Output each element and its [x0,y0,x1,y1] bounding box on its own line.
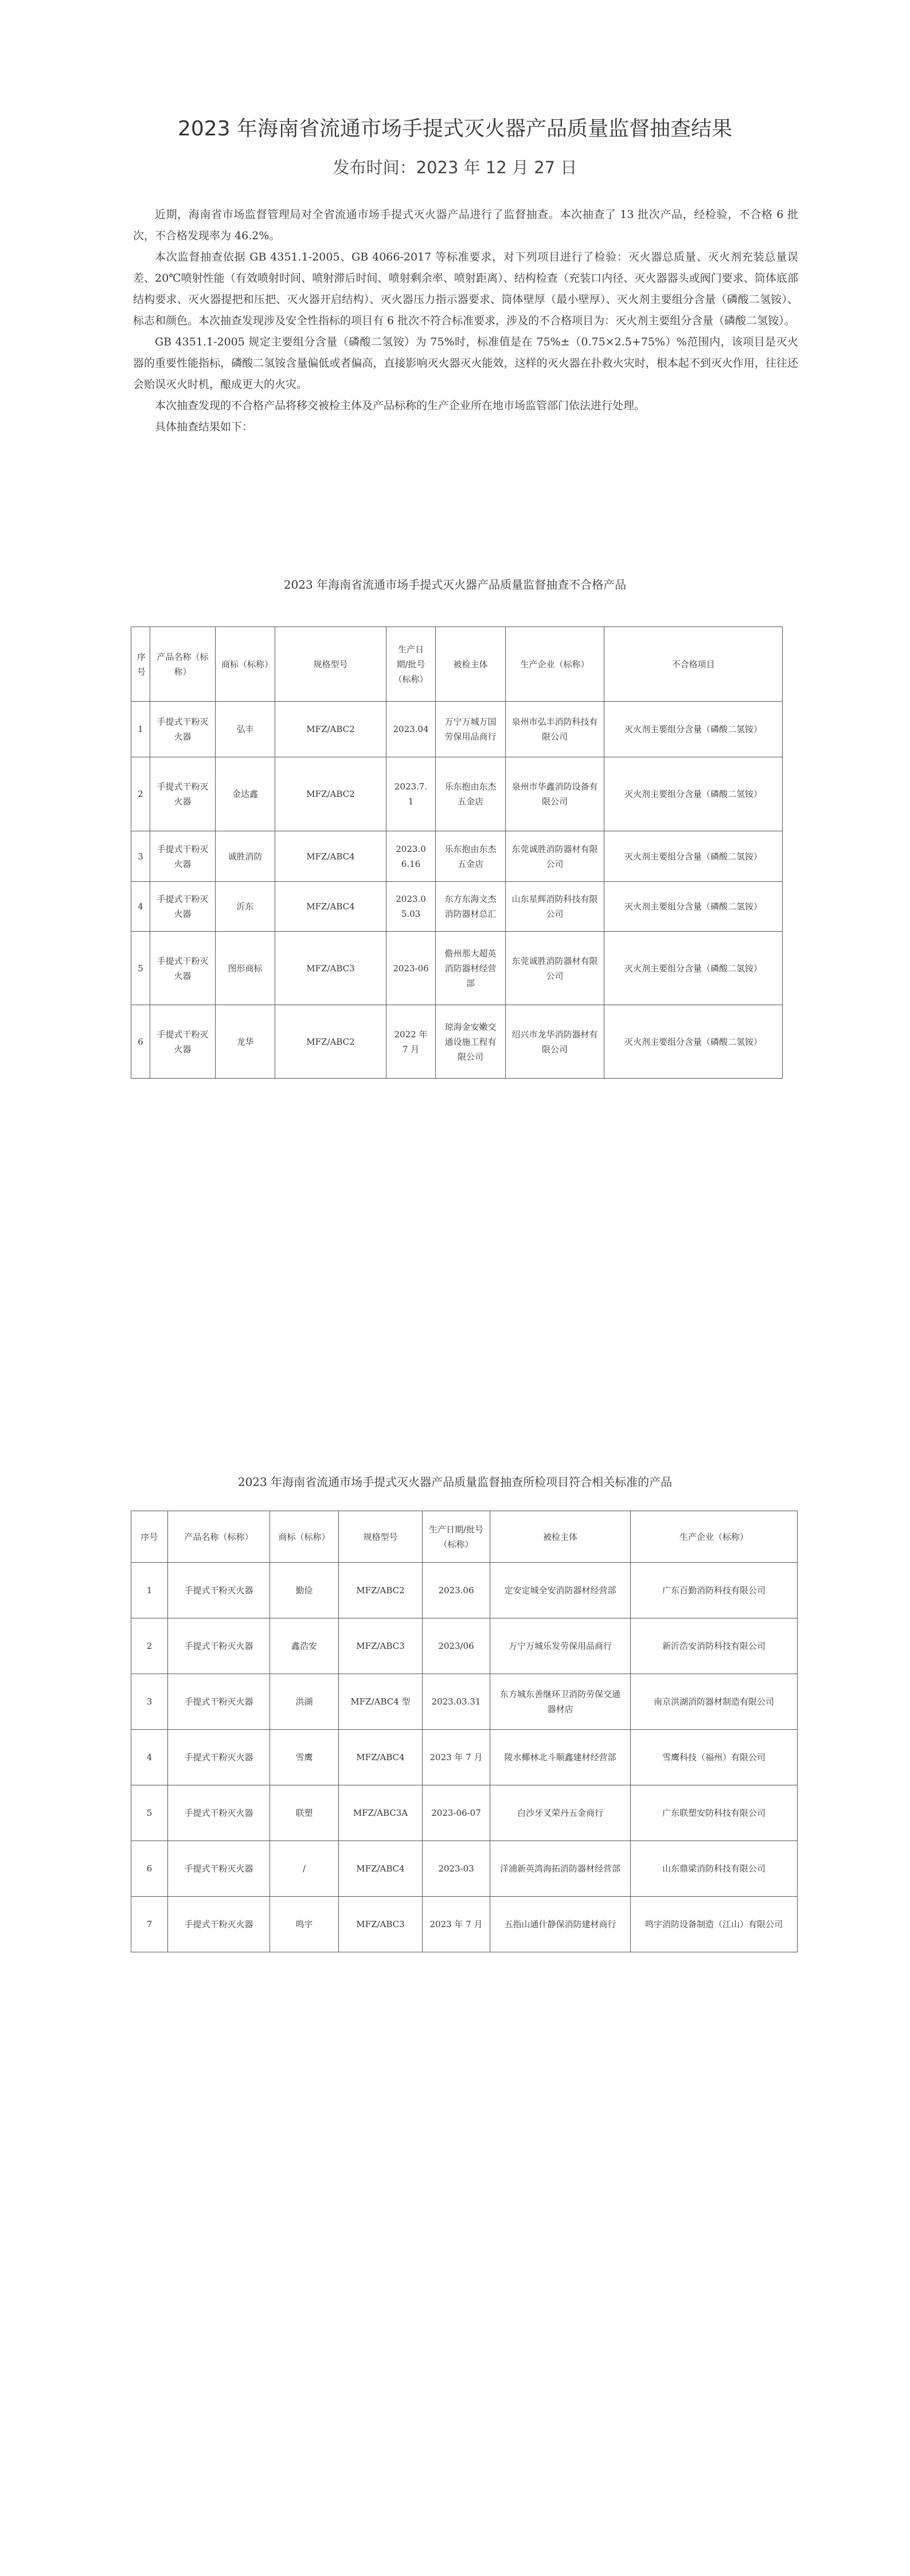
table-row [131,1785,798,1841]
table-header-row [131,1511,798,1563]
table-row [131,1563,798,1618]
table-cell: 3 [131,1674,168,1730]
table-cell: 手提式干粉灭火器 [150,757,216,831]
table-cell: 2022 年 7 月 [386,1005,436,1079]
table-cell: 6 [131,1005,150,1079]
table-cell: 手提式干粉灭火器 [168,1841,270,1897]
table-cell: 2 [131,757,150,831]
table-cell: 2023.7.1 [386,757,436,831]
table-cell: 2023.06.16 [386,831,436,882]
table-cell: MFZ/ABC4 型 [339,1674,423,1730]
table-cell: MFZ/ABC4 [339,1841,423,1897]
table-cell: 5 [131,932,150,1005]
table-cell: 手提式干粉灭火器 [168,1674,270,1730]
table-cell: 手提式干粉灭火器 [168,1897,270,1952]
article-body [133,204,798,438]
table-cell: 灭火剂主要组分含量（磷酸二氢铵） [604,1005,783,1079]
table-row [131,1730,798,1785]
table-cell: 2023-06 [386,932,436,1005]
table-cell: 1 [131,702,150,757]
header-cell: 被检主体 [490,1511,631,1563]
header-cell: 序号 [131,1511,168,1563]
table-row [131,1674,798,1730]
table-cell: 手提式干粉灭火器 [150,831,216,882]
table-cell: 泉州市华鑫消防设备有限公司 [506,757,604,831]
table-cell: 广东联塑安防科技有限公司 [631,1785,798,1841]
table-cell: 山东星辉消防科技有限公司 [506,882,604,932]
publish-date: 发布时间：2023 年 12 月 27 日 [333,158,577,177]
table-cell: 洋浦新英湾海拓消防器材经营部 [490,1841,631,1897]
table-cell: 2023 年 7 月 [423,1897,490,1952]
table-cell: 手提式干粉灭火器 [150,882,216,932]
header-cell: 商标（标称） [270,1511,339,1563]
table-cell: 2023.06 [423,1563,490,1618]
table-cell: 灭火剂主要组分含量（磷酸二氢铵） [604,757,783,831]
table-cell: 2023.05.03 [386,882,436,932]
table-cell: 灭火剂主要组分含量（磷酸二氢铵） [604,932,783,1005]
table-cell: 灭火剂主要组分含量（磷酸二氢铵） [604,702,783,757]
table-cell: 山东鼎梁消防科技有限公司 [631,1841,798,1897]
table-cell: 乐东抱由东杰五金店 [436,831,506,882]
table-row [131,757,783,831]
paragraph-intro: 近期，海南省市场监督管理局对全省流通市场手提式灭火器产品进行了监督抽查。本次抽查了 13 批次产品，经检验，不合格 6 批次，不合格发现率为 46.2%。 [133,208,798,242]
qualified-products-table [131,1511,798,1952]
table-cell: 绍兴市龙华消防器材有限公司 [506,1005,604,1079]
header-cell: 规格型号 [339,1511,423,1563]
table-cell: 1 [131,1563,168,1618]
table-cell: 2023.04 [386,702,436,757]
table-cell: 图形商标 [216,932,275,1005]
header-cell: 被检主体 [436,627,506,702]
paragraph-basis: 本次监督抽查依据 GB 4351.1-2005、GB 4066-2017 等标准要求，对下列项目进行了检验：灭火器总质量、灭火剂充装总量误差、20℃喷射性能（有效喷射时间、喷射滞后时间、喷射剩余率、喷射距离）、结构检查（充装口内径、灭火器器头或阀门要求、筒体底部结构要求、灭火器提把和压把、灭火器开启结构）、灭火器压力指示器要求、筒体壁厚（最小壁厚）、灭火剂主要组分含量（磷酸二氢铵）、标志和颜色。本次抽查发现涉及安全性指标的项目有 6 批次不符合标准要求，涉及的不合格项目为：灭火剂主要组分含量（磷酸二氢铵）。 [133,251,798,327]
table-cell: 陵水椰林北斗顺鑫建材经营部 [490,1730,631,1785]
table-cell: 洪湖 [270,1674,339,1730]
table-cell: 诚胜消防 [216,831,275,882]
table-cell: 灭火剂主要组分含量（磷酸二氢铵） [604,882,783,932]
table-cell: 2 [131,1618,168,1674]
table-header-row [131,627,783,702]
table-cell: 2023 年 7 月 [423,1730,490,1785]
table-cell: 手提式干粉灭火器 [150,932,216,1005]
header-cell: 产品名称（标称） [168,1511,270,1563]
table-cell: MFZ/ABC3 [339,1618,423,1674]
header-cell: 生产日期/批号（标称） [423,1511,490,1563]
table-cell: 万宁万城乐发劳保用品商行 [490,1618,631,1674]
table-cell: 南京洪湖消防器材制造有限公司 [631,1674,798,1730]
paragraph-results-intro: 具体抽查结果如下： [155,421,253,433]
header-cell: 生产日期/批号（标称） [386,627,436,702]
table2-caption: 2023 年海南省流通市场手提式灭火器产品质量监督抽查所检项目符合相关标准的产品 [237,1475,673,1489]
table-cell: 鑫浩安 [270,1618,339,1674]
table-row [131,1005,783,1079]
table-cell: MFZ/ABC2 [275,757,386,831]
table-cell: 琼海金安嫩交通设施工程有限公司 [436,1005,506,1079]
table-cell: 沂东 [216,882,275,932]
header-cell: 生产企业（标称） [506,627,604,702]
table-row [131,932,783,1005]
table-cell: MFZ/ABC3A [339,1785,423,1841]
table-cell: 万宁万城万国劳保用品商行 [436,702,506,757]
table-cell: 鸣宇 [270,1897,339,1952]
table-cell: MFZ/ABC3 [275,932,386,1005]
page-title: 2023 年海南省流通市场手提式灭火器产品质量监督抽查结果 [177,117,733,141]
table-cell: 东莞诚胜消防器材有限公司 [506,831,604,882]
table-row [131,702,783,757]
table-cell: 乐东抱由东杰五金店 [436,757,506,831]
table-cell: MFZ/ABC3 [339,1897,423,1952]
table-cell: 定安定城全安消防器材经营部 [490,1563,631,1618]
table-cell: MFZ/ABC4 [275,831,386,882]
table-cell: 勤俭 [270,1563,339,1618]
table-row [131,831,783,882]
table-cell: MFZ/ABC4 [339,1730,423,1785]
table-cell: MFZ/ABC2 [339,1563,423,1618]
table-cell: 5 [131,1785,168,1841]
paragraph-standard: GB 4351.1-2005 规定主要组分含量（磷酸二氢铵）为 75%时，标准值是在 75%±（0.75×2.5+75%）%范围内，该项目是灭火器的重要性能指标，磷酸二氢铵含量偏低或者偏高，直接影响灭火器灭火能效，这样的灭火器在扑救火灾时，根本起不到灭火作用，往往还会贻误灭火时机，酿成更大的火灾。 [133,336,798,391]
table-cell: MFZ/ABC2 [275,1005,386,1079]
table-cell: MFZ/ABC4 [275,882,386,932]
table-cell: 3 [131,831,150,882]
table-row [131,1897,798,1952]
table-cell: 东方东海文杰消防器材总汇 [436,882,506,932]
header-cell: 不合格项目 [604,627,783,702]
unqualified-products-table [131,627,783,1079]
table-cell: 手提式干粉灭火器 [168,1730,270,1785]
table-cell: 龙华 [216,1005,275,1079]
table-cell: 联塑 [270,1785,339,1841]
table-cell: 手提式干粉灭火器 [150,1005,216,1079]
table-cell: 手提式干粉灭火器 [168,1785,270,1841]
table-row [131,1618,798,1674]
header-cell: 规格型号 [275,627,386,702]
table-cell: 灭火剂主要组分含量（磷酸二氢铵） [604,831,783,882]
table-cell: 手提式干粉灭火器 [168,1618,270,1674]
table-cell: 2023-06-07 [423,1785,490,1841]
header-cell: 产品名称（标称） [150,627,216,702]
table-cell: 2023-03 [423,1841,490,1897]
table-cell: / [270,1841,339,1897]
table-cell: 4 [131,1730,168,1785]
table-cell: 弘丰 [216,702,275,757]
table-cell: 鸣宇消防设备制造（江山）有限公司 [631,1897,798,1952]
table-cell: 2023.03.31 [423,1674,490,1730]
table-cell: 4 [131,882,150,932]
table-cell: 手提式干粉灭火器 [168,1563,270,1618]
table-cell: 东莞诚胜消防器材有限公司 [506,932,604,1005]
table-cell: 东方城东善继环卫消防劳保交通器材店 [490,1674,631,1730]
table-cell: 7 [131,1897,168,1952]
table-cell: 白沙牙叉荣丹五金商行 [490,1785,631,1841]
table1-caption: 2023 年海南省流通市场手提式灭火器产品质量监督抽查不合格产品 [283,578,627,592]
table-cell: 泉州市弘丰消防科技有限公司 [506,702,604,757]
paragraph-handling: 本次抽查发现的不合格产品将移交被检主体及产品标称的生产企业所在地市场监管部门依法进行处理。 [155,399,646,412]
table-cell: 广东百勤消防科技有限公司 [631,1563,798,1618]
table-cell: 雪鹰科技（福州）有限公司 [631,1730,798,1785]
table-cell: MFZ/ABC2 [275,702,386,757]
table-cell: 2023/06 [423,1618,490,1674]
table-cell: 手提式干粉灭火器 [150,702,216,757]
table-cell: 6 [131,1841,168,1897]
table-cell: 雪鹰 [270,1730,339,1785]
table-cell: 儋州那大超英消防器材经营部 [436,932,506,1005]
table-cell: 金达鑫 [216,757,275,831]
table-cell: 新沂浩安消防科技有限公司 [631,1618,798,1674]
header-cell: 商标（标称） [216,627,275,702]
table-row [131,1841,798,1897]
header-cell: 生产企业（标称） [631,1511,798,1563]
header-cell: 序号 [131,627,150,702]
table-cell: 五指山通什静保消防建材商行 [490,1897,631,1952]
table-row [131,882,783,932]
